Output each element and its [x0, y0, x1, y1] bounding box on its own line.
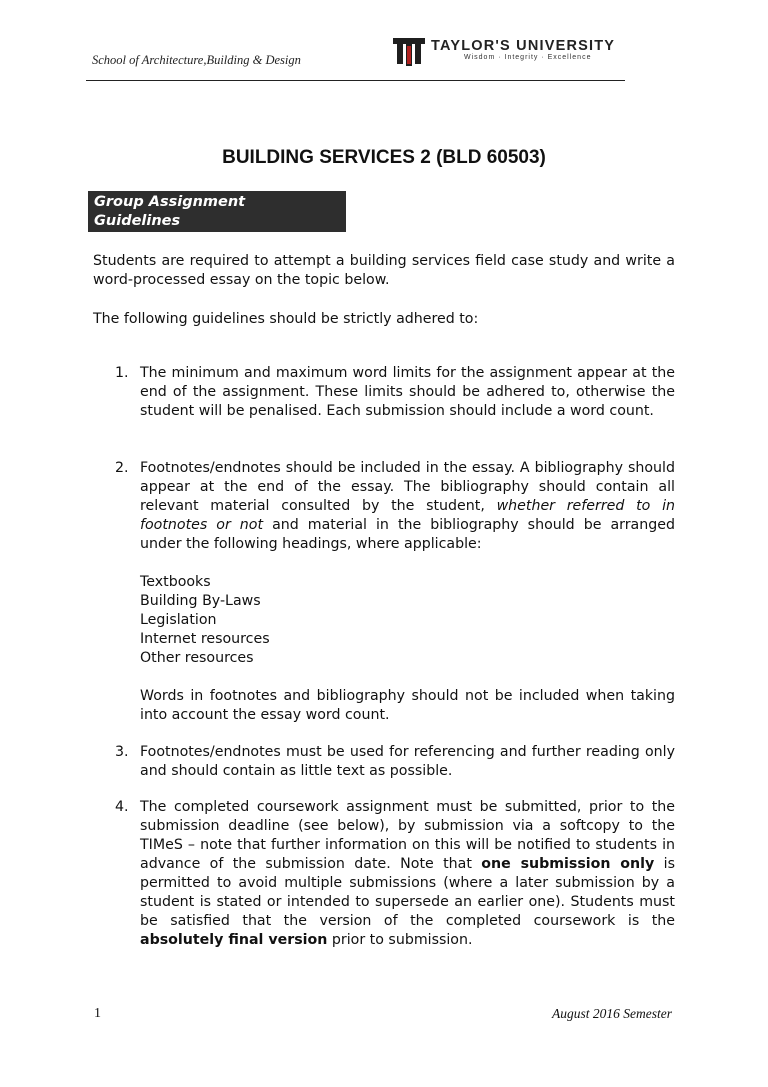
university-motto: Wisdom · Integrity · Excellence: [464, 54, 592, 61]
section-heading-line2: Guidelines: [94, 213, 181, 229]
bibliography-heading: Building By-Laws: [140, 593, 261, 609]
bibliography-heading: Legislation: [140, 612, 217, 628]
section-heading-box: [88, 191, 346, 232]
bibliography-heading: Internet resources: [140, 631, 270, 647]
header-school-name: School of Architecture,Building & Design: [92, 53, 301, 67]
item-text-part: and material in the bibliography should be arranged under the following headings, where applicable:: [140, 517, 675, 552]
list-item: [115, 743, 675, 781]
item-number: 1.: [115, 365, 129, 381]
bibliography-headings: [140, 573, 675, 668]
item-text-bold: one submission only: [481, 856, 655, 872]
guideline-list-4: [115, 798, 675, 950]
bibliography-heading: Textbooks: [140, 574, 211, 590]
guideline-list-1: [115, 364, 675, 421]
item-text-bold: absolutely final version: [140, 932, 328, 948]
item-text-emphasis: whether referred to in footnotes or not: [140, 498, 676, 533]
list-item: [115, 459, 675, 725]
guideline-list-3: [115, 743, 675, 781]
item-text: [140, 798, 675, 950]
list-item: [115, 364, 675, 421]
section-heading-line1: Group Assignment: [94, 194, 246, 210]
item-number: 3.: [115, 744, 129, 760]
lead-paragraph: The following guidelines should be strictly adhered to:: [93, 311, 479, 327]
intro-paragraph: Students are required to attempt a building services field case study and write a word-processed essay on the topic below.: [93, 253, 675, 288]
item-text: Footnotes/endnotes must be used for referencing and further reading only and should contain as little text as possible.: [140, 744, 675, 779]
footer-semester: August 2016 Semester: [552, 1006, 672, 1021]
item-text-part: The completed coursework assignment must be submitted, prior to the submission deadline (see below), by submission via a softcopy to the TIMeS – note that further information on this will be notified to students in advance of the submission date. Note that: [140, 799, 675, 872]
item-closing-text: Words in footnotes and bibliography should not be included when taking into account the essay word count.: [140, 688, 675, 723]
bibliography-heading: Other resources: [140, 650, 254, 666]
item-text-part: Footnotes/endnotes should be included in the essay. A bibliography should appear at the end of the essay. The bibliography should contain all relevant material consulted by the student,: [140, 460, 675, 514]
page-title: BUILDING SERVICES 2 (BLD 60503): [222, 147, 546, 168]
university-name: TAYLOR'S UNIVERSITY: [431, 38, 616, 54]
list-item: [115, 798, 675, 950]
item-text-part: is permitted to avoid multiple submissions (where a later submission by a student is stated or intended to supersede an earlier one). Students must be satisfied that the version of the completed coursework is the: [140, 856, 675, 929]
item-text: The minimum and maximum word limits for the assignment appear at the end of the assignment. These limits should be adhered to, otherwise the student will be penalised. Each submission should include a word count.: [140, 365, 675, 419]
university-logo: [393, 38, 678, 68]
taylors-logo-icon: [393, 38, 425, 66]
header-divider: [86, 80, 625, 81]
guideline-list-2: [115, 459, 675, 725]
page-number: 1: [94, 1006, 101, 1021]
item-number: 4.: [115, 799, 129, 815]
item-text-part: prior to submission.: [331, 932, 473, 948]
item-number: 2.: [115, 460, 129, 476]
item-text: [140, 459, 675, 554]
